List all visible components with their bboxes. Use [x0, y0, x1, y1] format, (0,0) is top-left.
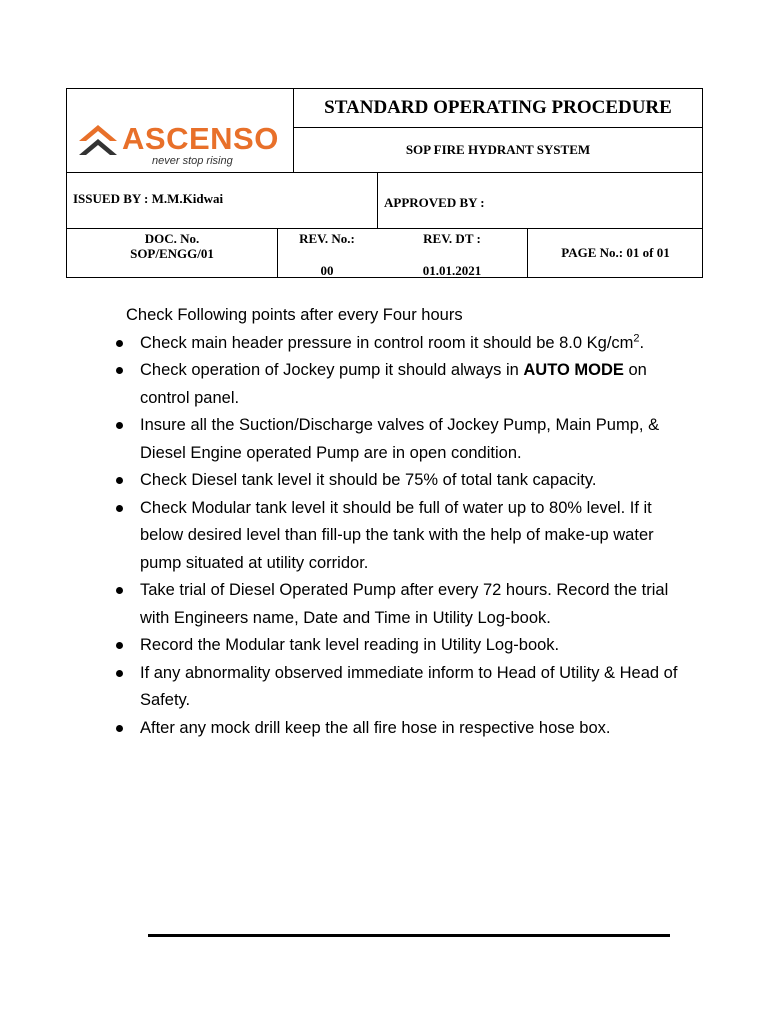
document-title: STANDARD OPERATING PROCEDURE: [324, 97, 672, 118]
company-logo: [77, 119, 287, 167]
checklist-item: [112, 467, 692, 495]
item-text: After any mock drill keep the all fire hose in respective hose box.: [140, 718, 611, 737]
approved-by: APPROVED BY :: [384, 195, 485, 210]
item-text: Check Diesel tank level it should be 75% of total tank capacity.: [140, 471, 597, 489]
item-text: If any abnormality observed immediate inform to Head of Utility & Head of Safety.: [140, 663, 678, 709]
logo-tagline: never stop rising: [152, 155, 233, 167]
item-text: Insure all the Suction/Discharge valves of Jockey Pump, Main Pump, & Diesel Engine operated Pump are in open condition.: [140, 416, 660, 462]
checklist-item: [112, 412, 692, 467]
item-text: Take trial of Diesel Operated Pump after every 72 hours. Record the trial with Engineers name, Date and Time in Utility Log-book.: [140, 581, 669, 627]
item-text: Check main header pressure in control room it should be 8.0 Kg/cm: [140, 333, 634, 352]
doc-number: [67, 231, 277, 261]
divider: [67, 172, 703, 173]
checklist-item: [112, 715, 692, 743]
item-text: on control panel.: [140, 361, 647, 407]
item-text: Check operation of Jockey pump it should always in: [140, 361, 524, 379]
procedure-body: [112, 302, 692, 742]
document-header-table: [66, 88, 703, 278]
item-text: Record the Modular tank level reading in Utility Log-book.: [140, 636, 560, 654]
item-text: .: [639, 333, 645, 352]
rev-number-label: REV. No.:: [299, 231, 355, 246]
doc-number-value: SOP/ENGG/01: [130, 246, 214, 261]
document-subtitle: SOP FIRE HYDRANT SYSTEM: [405, 141, 591, 157]
intro-text: Check Following points after every Four hours: [126, 306, 463, 324]
page-number: PAGE No.: 01 of 01: [561, 245, 670, 260]
rev-date-value: 01.01.2021: [422, 263, 482, 278]
ascenso-chevron-icon: [77, 119, 119, 163]
footer-rule: [148, 934, 670, 937]
checklist-item: [112, 495, 692, 578]
divider: [377, 172, 378, 228]
superscript: 2: [633, 332, 640, 344]
checklist: [112, 330, 692, 743]
checklist-item: [112, 632, 692, 660]
divider: [67, 228, 703, 229]
checklist-item: [112, 357, 692, 412]
logo-wordmark: ASCENSO: [122, 121, 279, 156]
rev-date-label: REV. DT :: [423, 231, 481, 246]
rev-number-value: 00: [320, 263, 334, 278]
doc-number-label: DOC. No.: [144, 231, 200, 246]
item-text: Check Modular tank level it should be full of water up to 80% level. If it below desired level than fill-up the tank with the help of make-up water pump situated at utility corridor.: [140, 498, 654, 572]
emphasis-text: AUTO MODE: [523, 361, 624, 379]
checklist-item: [112, 577, 692, 632]
checklist-item: [112, 660, 692, 715]
checklist-item: [112, 330, 692, 358]
issued-by: ISSUED BY : M.M.Kidwai: [73, 191, 224, 206]
